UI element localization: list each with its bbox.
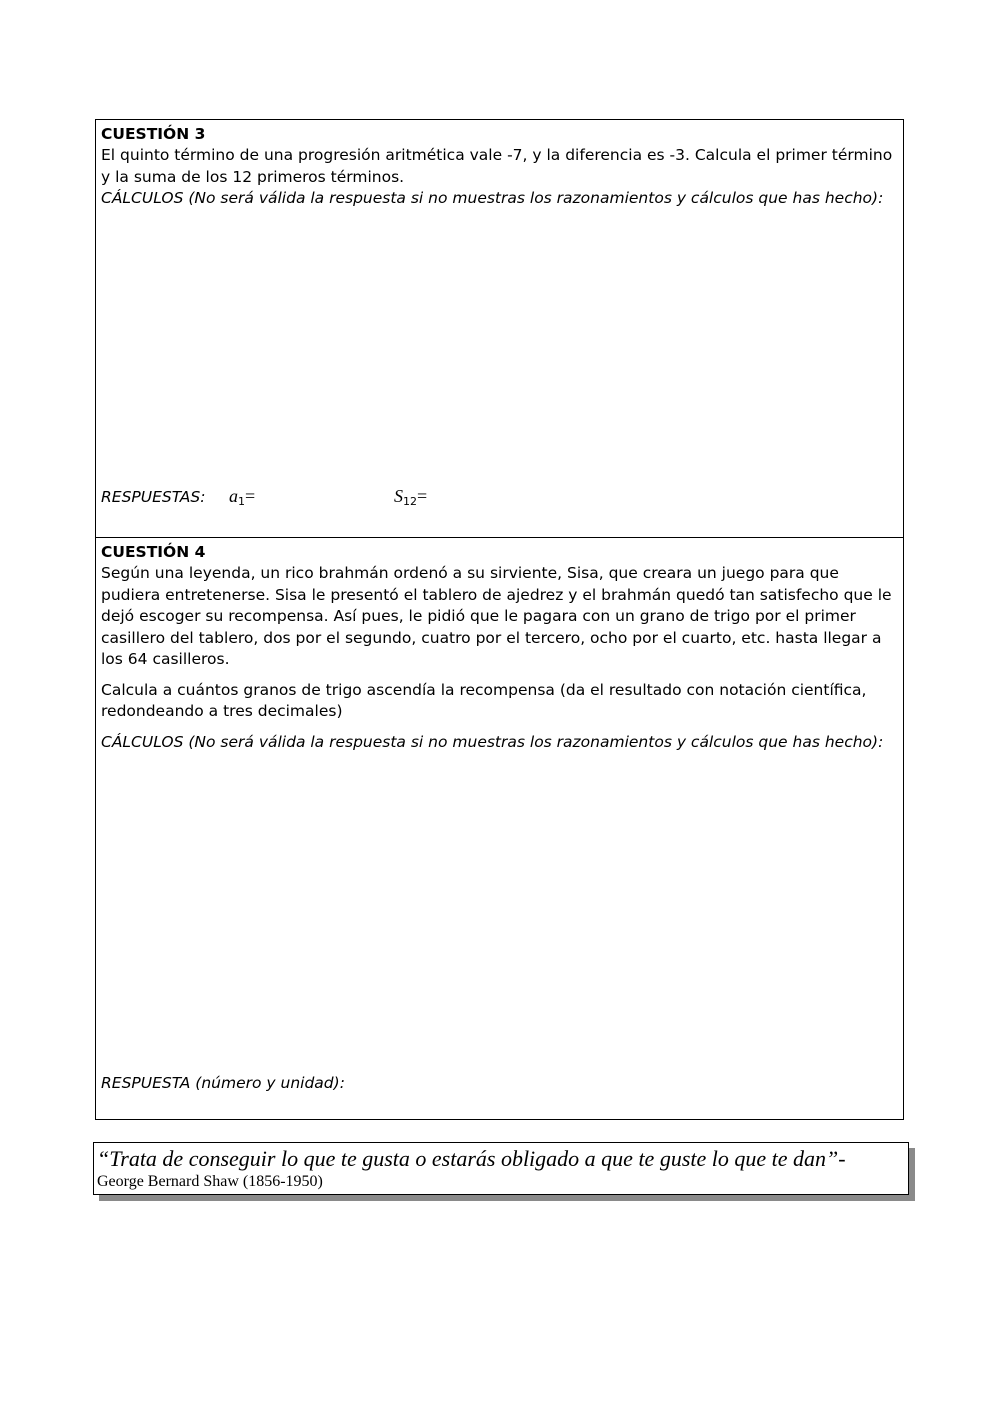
question-4-answer-label: RESPUESTA (número y unidad): [101,1074,345,1092]
answers-label: RESPUESTAS: [101,488,206,506]
question-4-box [95,537,904,1120]
quote-author: George Bernard Shaw (1856-1950) [97,1173,323,1190]
quote-text: “Trata de conseguir lo que te gusta o estarás obligado a que te guste lo que te dan”- [97,1146,846,1171]
question-4-calc-label: CÁLCULOS (No será válida la respuesta si no muestras los razonamientos y cálculos que has hecho): [101,732,884,751]
answer-a1: $a_1=$ [229,486,256,508]
question-3-answers [101,487,896,508]
question-4-text: Según una leyenda, un rico brahmán ordenó a su sirviente, Sisa, que creara un juego para que pudiera entretenerse. Sisa le presentó el tablero de ajedrez y el brahmán quedó tan satisfecho que le dejó escoger su recompensa. Así pues, le pidió que le pagara con un grano de trigo por el primer casillero del tablero, dos por el segundo, cuatro por el tercero, ocho por el cuarto, etc. hasta llegar a los 64 casilleros. [101,564,892,668]
question-3-text: El quinto término de una progresión aritmética vale -7, y la diferencia es -3. Calcula el primer término y la suma de los 12 primeros términos. [101,146,893,186]
quote-box [93,1142,909,1195]
question-3-box [95,119,904,538]
question-4-instruction: Calcula a cuántos granos de trigo ascendía la recompensa (da el resultado con notación científica, redondeando a tres decimales) [101,680,867,720]
question-4-title: CUESTIÓN 4 [101,543,206,561]
question-3-title: CUESTIÓN 3 [101,125,206,143]
question-3-calc-label: CÁLCULOS (No será válida la respuesta si no muestras los razonamientos y cálculos que has hecho): [101,189,884,207]
answer-s12: $S_{12}=$ [394,486,428,508]
